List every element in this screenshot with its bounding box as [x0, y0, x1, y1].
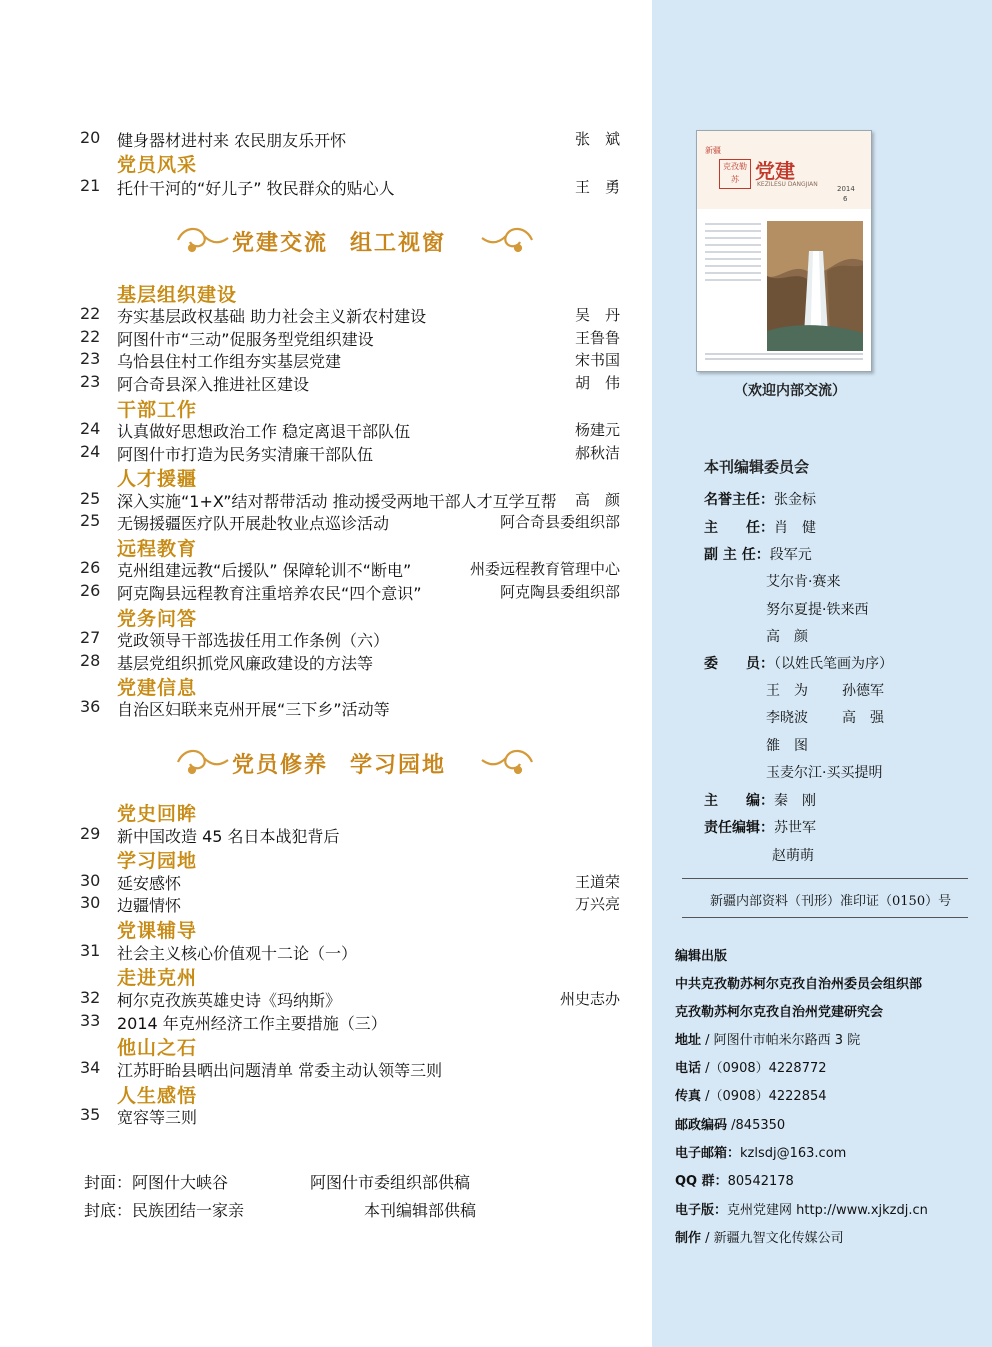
section-heading: 基层组织建设 [117, 284, 238, 306]
cover-xin: 新疆 [705, 146, 721, 155]
cover-title: 党建 [755, 159, 795, 183]
address-row: 地址 / 阿图什市帕米尔路西 3 院 [675, 1033, 861, 1048]
article-title[interactable]: 阿图什市“三动”促服务型党组织建设 [117, 330, 374, 349]
qq-label: QQ 群： [675, 1174, 728, 1189]
fax-label: 传真 [675, 1089, 702, 1104]
article-title[interactable]: 党政领导干部选拔任用工作条例（六） [117, 631, 390, 650]
section-heading: 党建信息 [117, 677, 198, 699]
maker-row: 制作 / 新疆九智文化传媒公司 [675, 1231, 844, 1246]
section-heading: 党员风采 [117, 154, 198, 176]
cover-issue: 6 [843, 195, 848, 203]
chief-editor-name: 秦 刚 [774, 793, 816, 809]
zip-label: 邮政编码 [675, 1118, 728, 1133]
page-number: 24 [80, 419, 101, 438]
article-title[interactable]: 基层党组织抓党风廉政建设的方法等 [117, 654, 374, 673]
deputy-name: 艾尔肯·赛来 [766, 574, 841, 590]
back-credit-source: 本刊编辑部供稿 [364, 1201, 477, 1220]
page-number: 22 [80, 304, 101, 323]
article-author: 张 斌 [574, 130, 620, 148]
deputy-label: 副 主 任： [704, 547, 770, 563]
phone-row: 电话 /（0908）4228772 [675, 1061, 827, 1076]
deputy-row [704, 544, 812, 564]
members-row [704, 653, 893, 673]
article-author: 万兴亮 [574, 895, 620, 913]
email-link[interactable]: kzlsdj@163.com [740, 1146, 847, 1161]
page-number: 36 [80, 697, 101, 716]
member-name: 李晓波 [766, 710, 808, 726]
responsible-editor-name: 苏世军 [774, 820, 816, 836]
director-name: 肖 健 [774, 520, 816, 536]
article-author: 宋书国 [574, 351, 620, 369]
article-title[interactable]: 2014 年克州经济工作主要措施（三） [117, 1014, 387, 1033]
cover-pinyin: KEZILESU DANGJIAN [757, 181, 818, 188]
email-row [675, 1142, 846, 1161]
article-title[interactable]: 江苏盱眙县晒出问题清单 常委主动认领等三则 [117, 1061, 443, 1080]
article-author: 王 勇 [574, 178, 620, 196]
qq-value: 80542178 [727, 1174, 794, 1189]
cover-year: 2014 [837, 185, 855, 193]
phone-value: （0908）4228772 [709, 1061, 827, 1076]
member-name: 王 为 [766, 683, 808, 699]
page-number: 26 [80, 581, 101, 600]
chief-editor-row [704, 790, 816, 810]
section-heading: 党课辅导 [117, 920, 198, 942]
fax-row: 传真 /（0908）4222854 [675, 1089, 827, 1104]
responsible-editor-row [704, 817, 816, 837]
section-heading: 干部工作 [117, 399, 198, 421]
divider [682, 878, 968, 879]
page-number: 29 [80, 824, 101, 843]
deputy-name: 段军元 [769, 547, 812, 563]
members-note: （以姓氏笔画为序） [774, 656, 893, 672]
article-title[interactable]: 健身器材进村来 农民朋友乐开怀 [117, 131, 347, 150]
article-title[interactable]: 宽容等三则 [117, 1108, 198, 1127]
article-author: 吴 丹 [574, 306, 620, 324]
article-title[interactable]: 托什干河的“好儿子” 牧民群众的贴心人 [117, 179, 395, 198]
cover-text-lines [705, 223, 761, 286]
section-heading: 远程教育 [117, 538, 198, 560]
section-heading: 人才援疆 [117, 468, 198, 490]
qq-row [675, 1170, 794, 1189]
banner-right-text: 学习园地 [350, 753, 447, 778]
cover-header [697, 131, 871, 209]
canyon-waterfall-image [767, 221, 863, 351]
maker-value: 新疆九智文化传媒公司 [713, 1231, 844, 1246]
responsible-editor-name: 赵萌萌 [772, 848, 814, 864]
banner-left-text: 党建交流 [232, 231, 329, 256]
column-banner [170, 740, 540, 784]
publisher-heading: 编辑出版 [675, 949, 728, 964]
director-row [704, 517, 816, 537]
article-title[interactable]: 阿图什市打造为民务实清廉干部队伍 [117, 445, 374, 464]
article-author: 阿克陶县委组织部 [499, 583, 620, 601]
cover-footer [705, 353, 863, 361]
page-number: 25 [80, 489, 101, 508]
section-heading: 他山之石 [117, 1037, 198, 1059]
page-number: 32 [80, 988, 101, 1007]
phone-label: 电话 [675, 1061, 702, 1076]
permit-number: 新疆内部资料（刊形）准印证（0150）号 [710, 894, 952, 909]
chief-editor-label: 主 编： [704, 793, 774, 809]
page-number: 25 [80, 511, 101, 530]
page-number: 22 [80, 327, 101, 346]
article-author: 胡 伟 [574, 374, 620, 392]
article-title[interactable]: 乌恰县住村工作组夯实基层党建 [117, 352, 342, 371]
article-author: 王道荣 [574, 873, 620, 891]
page-number: 34 [80, 1058, 101, 1077]
article-author: 王鲁鲁 [574, 329, 620, 347]
maker-label: 制作 [675, 1231, 702, 1246]
article-title[interactable]: 社会主义核心价值观十二论（一） [117, 944, 358, 963]
article-title[interactable]: 阿合奇县深入推进社区建设 [117, 375, 310, 394]
article-title[interactable]: 无锡援疆医疗队开展赴牧业点巡诊活动 [117, 514, 390, 533]
publisher-org: 克孜勒苏柯尔克孜自治州党建研究会 [675, 1005, 884, 1020]
web-url-link[interactable]: http://www.xjkzdj.cn [796, 1203, 928, 1218]
web-row [675, 1199, 928, 1218]
section-heading: 党史回眸 [117, 803, 198, 825]
page-number: 21 [80, 176, 101, 195]
honorary-director-label: 名誉主任： [704, 492, 774, 508]
honorary-director-row [704, 489, 816, 509]
article-title[interactable]: 克州组建远教“后援队” 保障轮训不“断电” [117, 561, 412, 580]
page-number: 30 [80, 893, 101, 912]
cover-logo: 克孜勒苏 [719, 159, 751, 189]
back-credit-label: 封底：民族团结一家亲 [84, 1201, 245, 1220]
article-title[interactable]: 柯尔克孜族英雄史诗《玛纳斯》 [117, 991, 342, 1010]
article-author: 高 颜 [574, 491, 620, 509]
page-number: 26 [80, 558, 101, 577]
zip-value: 845350 [735, 1118, 786, 1133]
article-title[interactable]: 自治区妇联来克州开展“三下乡”活动等 [117, 700, 390, 719]
page-number: 23 [80, 349, 101, 368]
web-label: 电子版： [675, 1203, 728, 1218]
section-heading: 走进克州 [117, 967, 198, 989]
page-number: 33 [80, 1011, 101, 1030]
deputy-name: 高 颜 [766, 629, 808, 645]
page-number: 27 [80, 628, 101, 647]
responsible-editor-label: 责任编辑： [704, 820, 774, 836]
members-label: 委 员： [704, 656, 774, 672]
article-title[interactable]: 夯实基层政权基础 助力社会主义新农村建设 [117, 307, 427, 326]
article-author: 州史志办 [559, 990, 620, 1008]
zip-row: 邮政编码 /845350 [675, 1118, 786, 1133]
banner-right-text: 组工视窗 [350, 231, 447, 256]
divider [682, 917, 968, 918]
page-number: 24 [80, 442, 101, 461]
article-title[interactable]: 阿克陶县远程教育注重培养农民“四个意识” [117, 584, 422, 603]
article-title[interactable]: 边疆情怀 [117, 896, 182, 915]
article-author: 阿合奇县委组织部 [499, 513, 620, 531]
member-name: 高 强 [842, 710, 884, 726]
cover-credit-source: 阿图什市委组织部供稿 [310, 1173, 471, 1192]
magazine-cover[interactable] [696, 130, 872, 372]
deputy-name: 努尔夏提·铁来西 [766, 602, 869, 618]
cover-caption: （欢迎内部交流） [734, 383, 846, 399]
article-author: 杨建元 [574, 421, 620, 439]
article-title[interactable]: 新中国改造 45 名日本战犯背后 [117, 827, 340, 846]
publisher-org: 中共克孜勒苏柯尔克孜自治州委员会组织部 [675, 977, 923, 992]
article-author: 州委远程教育管理中心 [469, 560, 620, 578]
page-number: 23 [80, 372, 101, 391]
fax-value: （0908）4222854 [709, 1089, 827, 1104]
web-name: 克州党建网 [727, 1203, 793, 1218]
address-value: 阿图什市帕米尔路西 3 院 [713, 1033, 861, 1048]
page-number: 20 [80, 128, 101, 147]
member-name: 玉麦尔江·买买提明 [766, 765, 883, 781]
banner-left-text: 党员修养 [232, 753, 329, 778]
section-heading: 学习园地 [117, 850, 198, 872]
section-heading: 党务问答 [117, 608, 198, 630]
article-title[interactable]: 延安感怀 [117, 874, 182, 893]
article-title[interactable]: 深入实施“1+X”结对帮带活动 推动援受两地干部人才互学互帮 [117, 492, 557, 511]
article-author: 郝秋洁 [574, 444, 620, 462]
section-heading: 人生感悟 [117, 1085, 198, 1107]
page-number: 30 [80, 871, 101, 890]
column-banner [170, 218, 540, 262]
member-name: 孙德军 [842, 683, 884, 699]
email-label: 电子邮箱： [675, 1146, 741, 1161]
director-label: 主 任： [704, 520, 774, 536]
honorary-director-name: 张金标 [774, 492, 816, 508]
cover-credit-label: 封面：阿图什大峡谷 [84, 1173, 229, 1192]
committee-heading: 本刊编辑委员会 [704, 458, 810, 476]
page-number: 35 [80, 1105, 101, 1124]
address-label: 地址 [675, 1033, 702, 1048]
member-name: 雒 图 [766, 738, 808, 754]
page-number: 28 [80, 651, 101, 670]
article-title[interactable]: 认真做好思想政治工作 稳定离退干部队伍 [117, 422, 411, 441]
page-number: 31 [80, 941, 101, 960]
